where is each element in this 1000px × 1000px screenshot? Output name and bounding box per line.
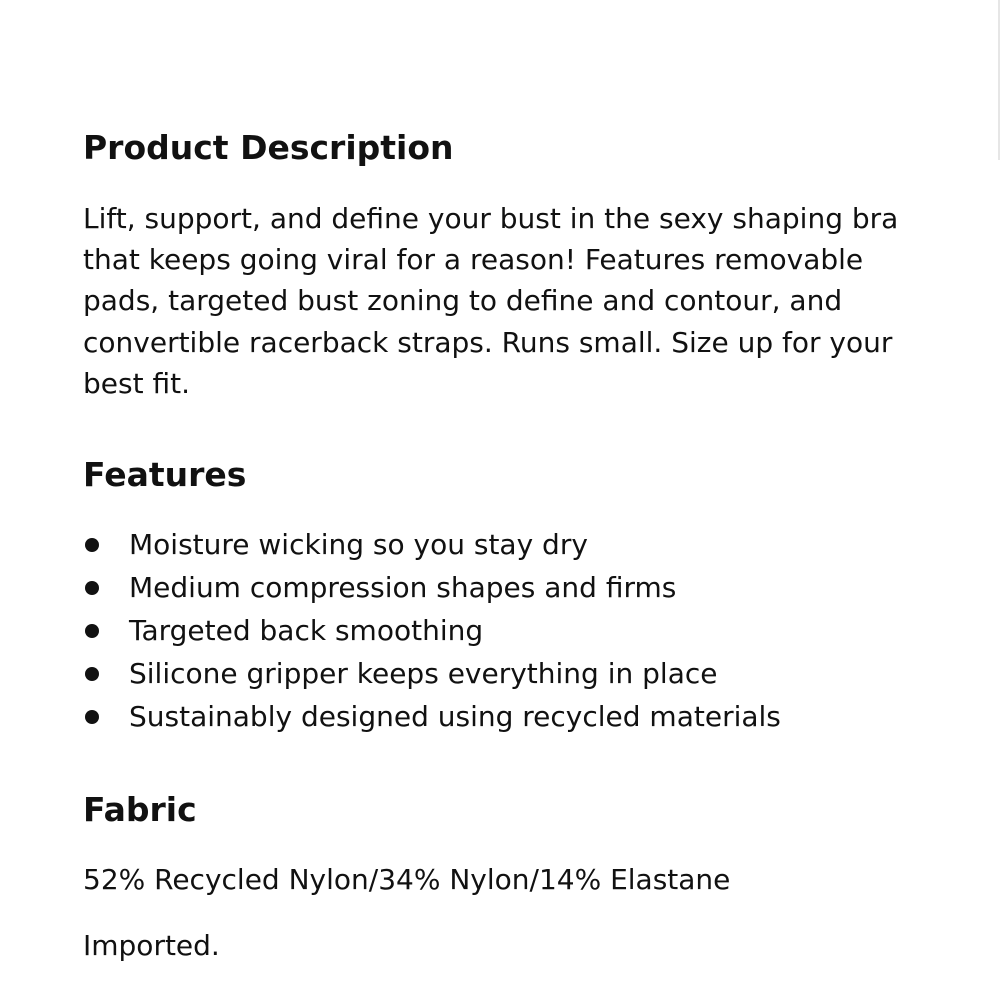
feature-text: Moisture wicking so you stay dry	[129, 528, 588, 561]
bullet-icon	[85, 667, 99, 681]
feature-text: Targeted back smoothing	[129, 614, 484, 647]
bullet-icon	[85, 624, 99, 638]
bullet-icon	[85, 581, 99, 595]
feature-item	[83, 523, 943, 566]
bullet-icon	[85, 538, 99, 552]
feature-item	[83, 566, 943, 609]
feature-item	[83, 695, 943, 738]
feature-item	[83, 652, 943, 695]
features-heading: Features	[83, 455, 247, 494]
feature-item	[83, 609, 943, 652]
product-description-text: Lift, support, and define your bust in the sexy shaping bra that keeps going viral for a reason! Features removable pads, targeted bust zoning to define and contour, and convertible racerback straps. Runs small. Size up for your best fit.	[83, 202, 899, 400]
fabric-composition: 52% Recycled Nylon/34% Nylon/14% Elastane	[83, 863, 731, 896]
origin-text: Imported.	[83, 929, 220, 962]
product-description-heading: Product Description	[83, 128, 454, 167]
fabric-heading: Fabric	[83, 790, 197, 829]
feature-text: Silicone gripper keeps everything in place	[129, 657, 718, 690]
feature-text: Sustainably designed using recycled materials	[129, 700, 781, 733]
feature-text: Medium compression shapes and firms	[129, 571, 677, 604]
bullet-icon	[85, 710, 99, 724]
features-list	[83, 523, 943, 738]
